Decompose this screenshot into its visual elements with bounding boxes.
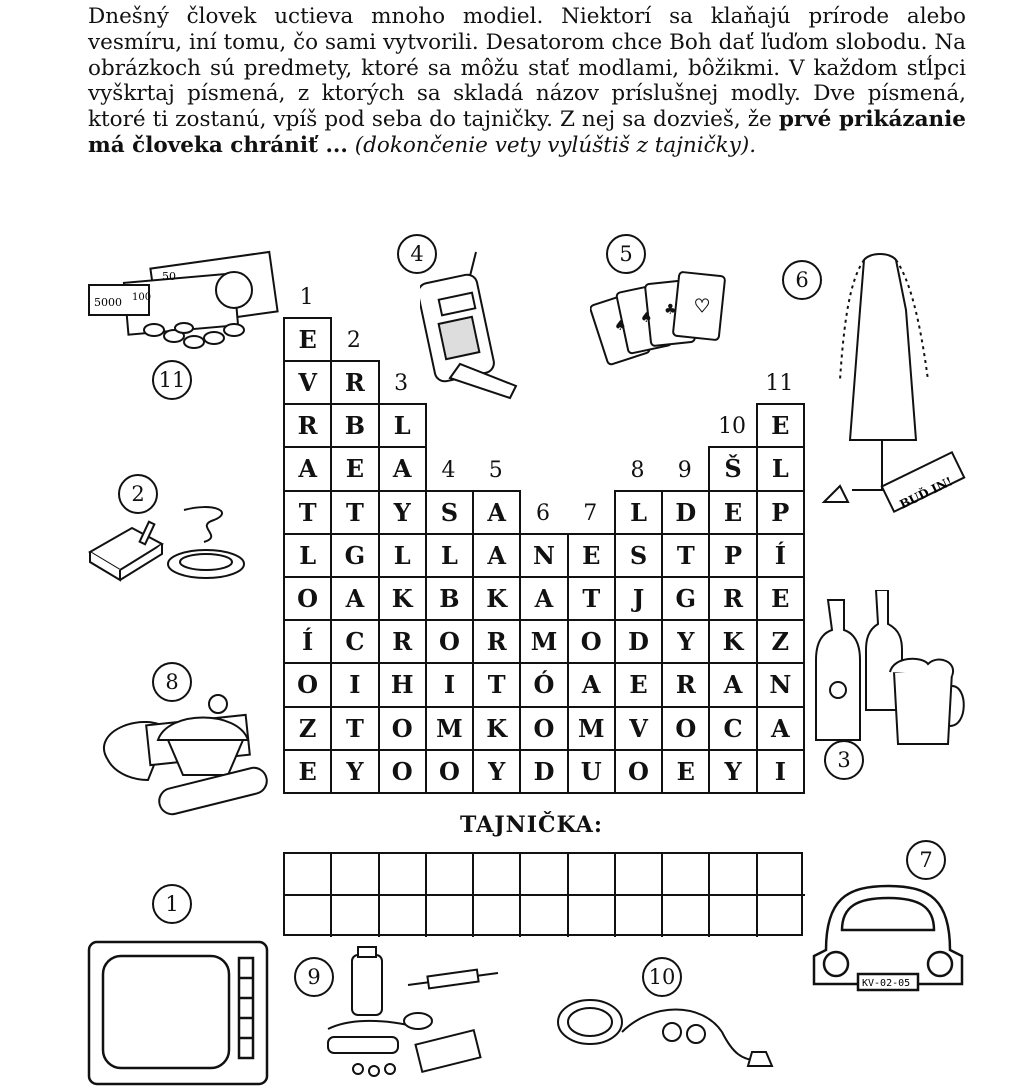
grid-cell[interactable]: H xyxy=(378,662,427,707)
grid-cell[interactable]: L xyxy=(756,446,805,491)
grid-cell[interactable]: Z xyxy=(283,706,332,751)
column-number-8: 8 xyxy=(630,457,645,483)
grid-cell[interactable]: S xyxy=(614,533,663,578)
instructions-main: Dnešný človek uctieva mnoho modiel. Niektorí sa klaňajú prírode alebo vesmíru, iní tomu, čo sami vytvorili. Desatorom chce Boh dať ľuďom slobodu. Na obrázkoch sú predmety, ktoré sa môžu stať modlami, bôžikmi. V každom stĺpci vyškrtaj písmená, z ktorých sa skladá názov príslušnej modly. Dve písmená, ktoré ti zostanú, vpíš pod seba do tajničky. Z nej sa dozvieš, že xyxy=(88,4,966,133)
mobile-phone-icon xyxy=(420,248,520,408)
grid-cell[interactable]: O xyxy=(425,749,474,794)
grid-cell[interactable]: O xyxy=(567,619,616,664)
picture-number-9: 9 xyxy=(294,957,334,997)
secret-cell[interactable] xyxy=(663,854,710,896)
grid-cell[interactable]: M xyxy=(519,619,568,664)
grid-cell[interactable]: D xyxy=(661,490,710,535)
grid-cell[interactable]: O xyxy=(283,576,332,621)
secret-cell[interactable] xyxy=(285,895,332,937)
grid-cell[interactable]: E xyxy=(756,576,805,621)
grid-cell[interactable]: Í xyxy=(756,533,805,578)
grid-cell[interactable]: M xyxy=(567,706,616,751)
grid-cell[interactable]: R xyxy=(378,619,427,664)
grid-cell[interactable]: K xyxy=(472,576,521,621)
grid-cell[interactable]: E xyxy=(567,533,616,578)
grid-cell[interactable]: P xyxy=(708,533,757,578)
grid-cell[interactable]: R xyxy=(330,360,379,405)
fashion-dress-icon xyxy=(810,240,970,520)
secret-cell[interactable] xyxy=(474,854,521,896)
secret-cell[interactable] xyxy=(427,895,474,937)
grid-cell[interactable]: E xyxy=(330,446,379,491)
grid-cell[interactable]: R xyxy=(708,576,757,621)
grid-cell[interactable]: Y xyxy=(661,619,710,664)
grid-cell[interactable]: B xyxy=(330,403,379,448)
grid-cell[interactable]: E xyxy=(708,490,757,535)
grid-cell[interactable]: O xyxy=(614,749,663,794)
grid-cell[interactable]: L xyxy=(614,490,663,535)
grid-cell[interactable]: P xyxy=(756,490,805,535)
money-100-label: 100 xyxy=(132,292,152,303)
grid-cell[interactable]: O xyxy=(378,706,427,751)
instructions-italic: (dokončenie vety vylúštiš z tajničky). xyxy=(347,132,757,158)
column-number-10: 10 xyxy=(718,414,747,440)
svg-text:♠: ♠ xyxy=(640,310,653,326)
column-number-3: 3 xyxy=(394,371,409,397)
car-plate-text: KV-02-05 xyxy=(862,978,911,989)
secret-cell[interactable] xyxy=(616,854,663,896)
sign-text: BUĎ IN! xyxy=(897,474,955,512)
secret-cell[interactable] xyxy=(427,854,474,896)
grid-cell[interactable]: A xyxy=(283,446,332,491)
grid-cell[interactable]: Y xyxy=(472,749,521,794)
grid-cell[interactable]: E xyxy=(283,749,332,794)
money-icon xyxy=(84,250,294,360)
grid-cell[interactable]: A xyxy=(378,446,427,491)
grid-cell[interactable]: L xyxy=(283,533,332,578)
grid-cell[interactable]: I xyxy=(756,749,805,794)
secret-grid xyxy=(283,852,803,936)
picture-number-7: 7 xyxy=(906,840,946,880)
grid-cell[interactable]: O xyxy=(283,662,332,707)
grid-cell[interactable]: L xyxy=(378,533,427,578)
secret-cell[interactable] xyxy=(521,895,568,937)
grid-cell[interactable]: E xyxy=(614,662,663,707)
grid-cell[interactable]: O xyxy=(425,619,474,664)
picture-number-1: 1 xyxy=(152,884,192,924)
grid-cell[interactable]: A xyxy=(330,576,379,621)
grid-cell[interactable]: G xyxy=(661,576,710,621)
grid-cell[interactable]: D xyxy=(519,749,568,794)
grid-cell[interactable]: J xyxy=(614,576,663,621)
picture-number-4: 4 xyxy=(397,234,437,274)
grid-cell[interactable]: T xyxy=(330,706,379,751)
grid-cell[interactable]: Z xyxy=(756,619,805,664)
svg-text:♠: ♠ xyxy=(614,318,627,334)
svg-text:♣: ♣ xyxy=(664,302,677,318)
grid-cell[interactable]: E xyxy=(283,317,332,362)
grid-cell[interactable]: R xyxy=(283,403,332,448)
column-number-6: 6 xyxy=(535,500,550,526)
grid-cell[interactable]: L xyxy=(425,533,474,578)
grid-cell[interactable]: S xyxy=(425,490,474,535)
secret-label: TAJNIČKA: xyxy=(460,812,603,838)
secret-cell[interactable] xyxy=(474,895,521,937)
grid-cell[interactable]: U xyxy=(567,749,616,794)
picture-number-3: 3 xyxy=(824,740,864,780)
grid-cell[interactable]: A xyxy=(708,662,757,707)
grid-cell[interactable]: O xyxy=(378,749,427,794)
column-number-4: 4 xyxy=(441,457,456,483)
grid-cell[interactable]: B xyxy=(425,576,474,621)
secret-cell[interactable] xyxy=(663,895,710,937)
car-icon xyxy=(806,880,971,1000)
secret-cell[interactable] xyxy=(569,895,616,937)
picture-number-6: 6 xyxy=(782,260,822,300)
picture-number-8: 8 xyxy=(152,662,192,702)
picture-number-11: 11 xyxy=(152,360,192,400)
grid-cell[interactable]: D xyxy=(614,619,663,664)
secret-cell[interactable] xyxy=(380,895,427,937)
television-icon xyxy=(85,938,275,1088)
secret-cell[interactable] xyxy=(332,854,379,896)
grid-cell[interactable]: C xyxy=(708,706,757,751)
column-number-7: 7 xyxy=(583,500,598,526)
money-5000-label: 5000 xyxy=(94,296,122,309)
column-number-1: 1 xyxy=(299,284,314,310)
secret-cell[interactable] xyxy=(758,854,805,896)
column-number-2: 2 xyxy=(346,328,361,353)
grid-cell[interactable]: K xyxy=(472,706,521,751)
grid-cell[interactable]: L xyxy=(378,403,427,448)
grid-cell[interactable]: Y xyxy=(330,749,379,794)
grid-cell[interactable]: T xyxy=(330,490,379,535)
secret-cell[interactable] xyxy=(616,895,663,937)
grid-cell[interactable]: Í xyxy=(283,619,332,664)
secret-cell[interactable] xyxy=(521,854,568,896)
alcohol-icon xyxy=(812,590,967,750)
grid-cell[interactable]: O xyxy=(661,706,710,751)
grid-cell[interactable]: R xyxy=(472,619,521,664)
column-number-5: 5 xyxy=(488,457,503,483)
grid-cell[interactable]: N xyxy=(519,533,568,578)
column-number-9: 9 xyxy=(677,457,692,483)
secret-cell[interactable] xyxy=(710,854,757,896)
grid-cell[interactable]: V xyxy=(614,706,663,751)
grid-cell[interactable]: A xyxy=(519,576,568,621)
grid-cell[interactable]: T xyxy=(283,490,332,535)
picture-number-2: 2 xyxy=(118,474,158,514)
secret-cell[interactable] xyxy=(380,854,427,896)
picture-number-10: 10 xyxy=(642,957,682,997)
grid-cell[interactable]: N xyxy=(756,662,805,707)
money-50-label: 50 xyxy=(162,270,176,283)
grid-cell[interactable]: I xyxy=(425,662,474,707)
column-number-11: 11 xyxy=(765,371,794,397)
secret-cell[interactable] xyxy=(285,854,332,896)
grid-cell[interactable]: C xyxy=(330,619,379,664)
grid-cell[interactable]: A xyxy=(756,706,805,751)
secret-cell[interactable] xyxy=(758,895,805,937)
grid-cell[interactable]: T xyxy=(661,533,710,578)
grid-cell[interactable]: R xyxy=(661,662,710,707)
grid-cell[interactable]: A xyxy=(472,533,521,578)
grid-cell[interactable]: V xyxy=(283,360,332,405)
grid-cell[interactable]: Y xyxy=(378,490,427,535)
playing-cards-icon xyxy=(590,268,740,368)
grid-cell[interactable]: K xyxy=(378,576,427,621)
secret-cell[interactable] xyxy=(332,895,379,937)
grid-cell[interactable]: M xyxy=(425,706,474,751)
grid-cell[interactable]: I xyxy=(330,662,379,707)
food-icon xyxy=(88,690,278,820)
grid-cell[interactable]: K xyxy=(708,619,757,664)
grid-cell[interactable]: O xyxy=(519,706,568,751)
grid-cell[interactable]: Ó xyxy=(519,662,568,707)
grid-cell[interactable]: G xyxy=(330,533,379,578)
grid-cell[interactable]: E xyxy=(661,749,710,794)
grid-cell[interactable]: E xyxy=(756,403,805,448)
svg-text:♥: ♥ xyxy=(694,296,711,317)
cigarettes-icon xyxy=(84,492,254,588)
secret-cell[interactable] xyxy=(569,854,616,896)
grid-cell[interactable]: T xyxy=(472,662,521,707)
secret-cell[interactable] xyxy=(710,895,757,937)
grid-cell[interactable]: Y xyxy=(708,749,757,794)
drugs-icon xyxy=(318,945,518,1080)
instructions-bold: prvé prikázanie má človeka chrániť ... xyxy=(88,107,966,158)
picture-number-5: 5 xyxy=(606,234,646,274)
grid-cell[interactable]: T xyxy=(567,576,616,621)
grid-cell[interactable]: A xyxy=(472,490,521,535)
grid-cell[interactable]: Š xyxy=(708,446,757,491)
grid-cell[interactable]: A xyxy=(567,662,616,707)
